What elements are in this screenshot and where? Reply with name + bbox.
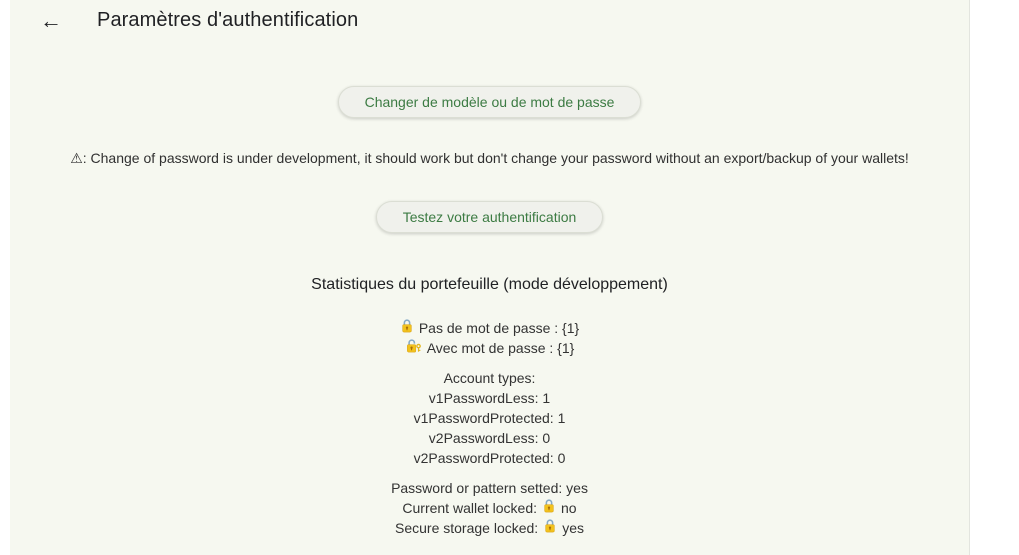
auth-settings-content bbox=[10, 34, 969, 538]
no-password-label: Pas de mot de passe : {1} bbox=[418, 320, 580, 336]
lock-closed-icon bbox=[543, 518, 557, 538]
page-header bbox=[10, 0, 969, 34]
with-password-stat bbox=[10, 338, 969, 358]
account-type-row: v1PasswordProtected: 1 bbox=[413, 410, 566, 426]
storage-locked-stat bbox=[10, 518, 969, 538]
change-model-or-password-button[interactable]: Changer de modèle ou de mot de passe bbox=[338, 86, 642, 118]
storage-locked-value: yes bbox=[562, 520, 584, 536]
wallet-stats-heading: Statistiques du portefeuille (mode développement) bbox=[311, 276, 668, 293]
password-change-warning: ⚠: Change of password is under development, it should work but don't change your password without an export/backup of your wallets! bbox=[70, 150, 909, 166]
auth-settings-panel bbox=[10, 0, 970, 555]
with-password-label: Avec mot de passe : {1} bbox=[426, 340, 575, 356]
pattern-setted-stat: Password or pattern setted: yes bbox=[391, 480, 588, 496]
account-type-row: v1PasswordLess: 1 bbox=[428, 390, 551, 406]
page-title: Paramètres d'authentification bbox=[97, 9, 359, 31]
storage-locked-label: Secure storage locked: bbox=[395, 520, 539, 536]
back-arrow-icon[interactable]: ← bbox=[40, 7, 62, 33]
wallet-locked-stat bbox=[10, 498, 969, 518]
account-type-row: v2PasswordLess: 0 bbox=[428, 430, 551, 446]
account-type-row: v2PasswordProtected: 0 bbox=[413, 450, 566, 466]
account-types-heading: Account types: bbox=[443, 370, 536, 386]
lock-closed-icon bbox=[400, 318, 414, 338]
lock-closed-icon bbox=[542, 498, 556, 518]
test-authentication-button[interactable]: Testez votre authentification bbox=[376, 201, 604, 233]
wallet-locked-value: no bbox=[561, 500, 577, 516]
wallet-locked-label: Current wallet locked: bbox=[402, 500, 538, 516]
no-password-stat bbox=[10, 318, 969, 338]
lock-with-key-icon bbox=[405, 338, 422, 358]
